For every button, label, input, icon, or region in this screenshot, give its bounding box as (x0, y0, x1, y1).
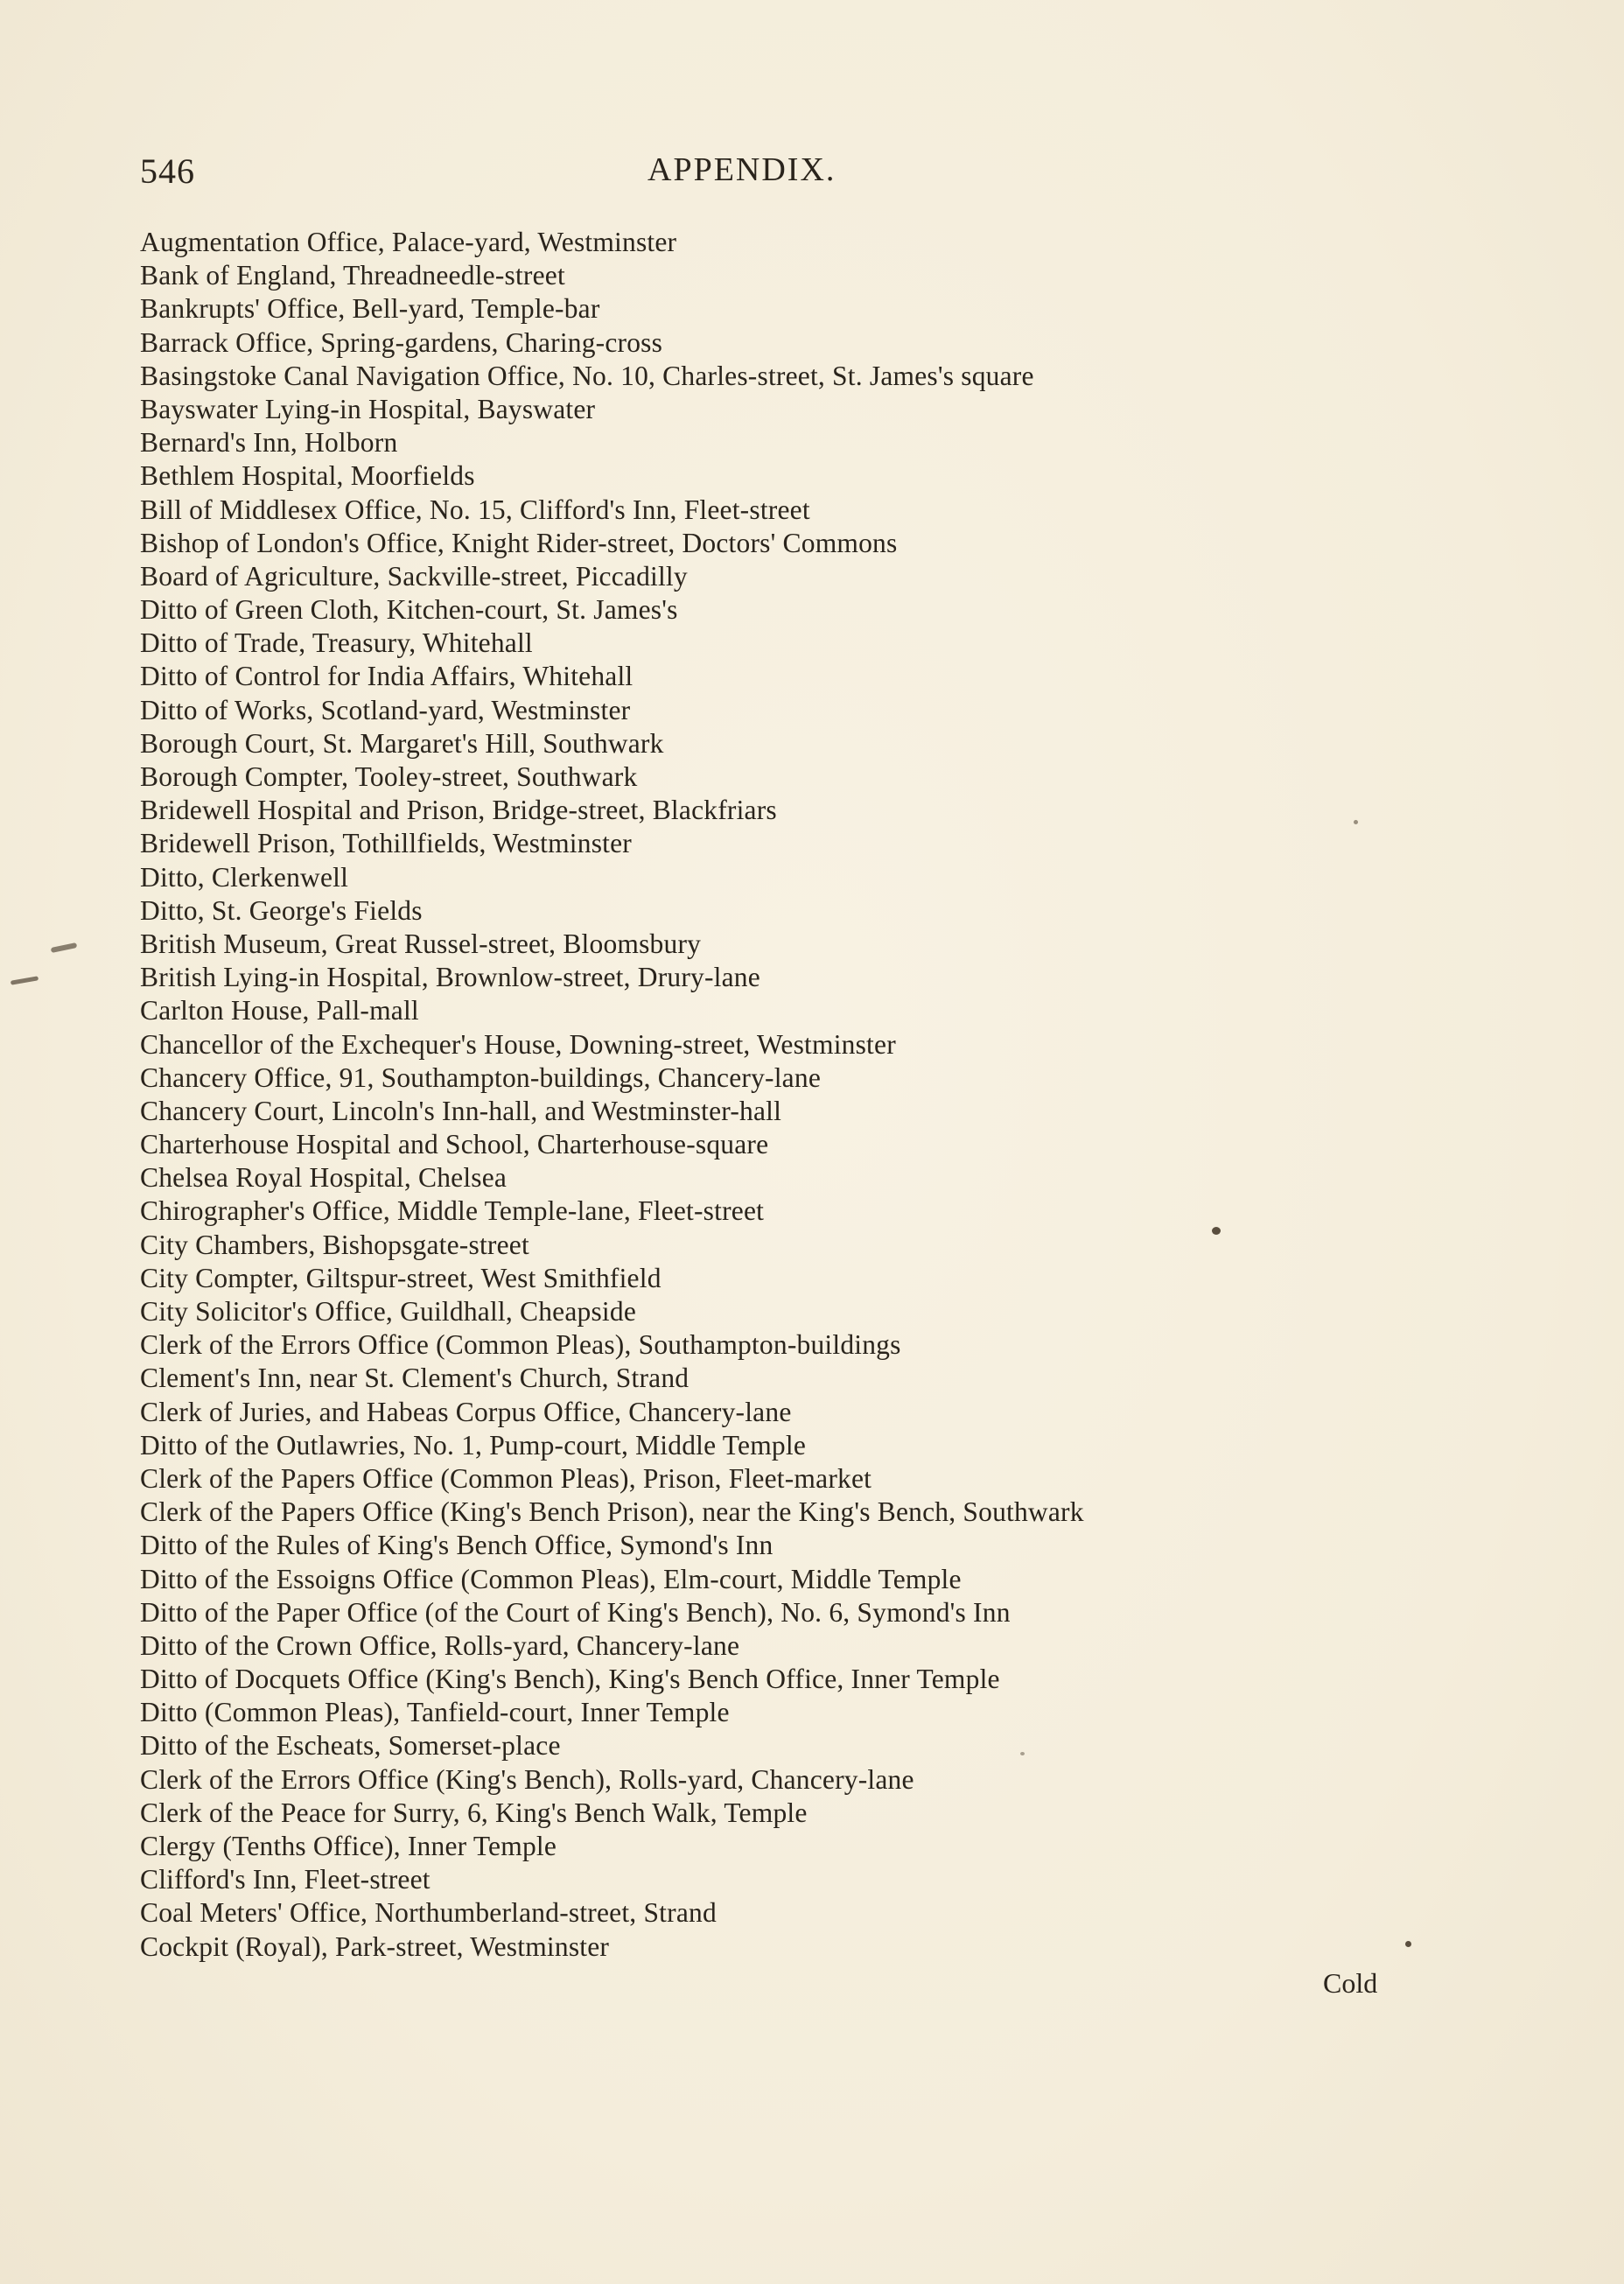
page-header (140, 151, 858, 194)
paper-speck (1405, 1941, 1411, 1947)
directory-entry: City Solicitor's Office, Guildhall, Cheapside (140, 1296, 637, 1327)
directory-entry: Barrack Office, Spring-gardens, Charing-cross (140, 326, 663, 358)
directory-entry: Ditto of the Crown Office, Rolls-yard, Chancery-lane (140, 1629, 740, 1661)
directory-entry: Clerk of the Peace for Surry, 6, King's Bench Walk, Temple (140, 1797, 808, 1828)
directory-entry: Clerk of the Errors Office (Common Pleas), Southampton-buildings (140, 1329, 901, 1361)
directory-entry: Augmentation Office, Palace-yard, Westminster (140, 227, 677, 257)
directory-entry: Ditto of the Escheats, Somerset-place (140, 1730, 561, 1762)
directory-entry: Bayswater Lying-in Hospital, Bayswater (140, 393, 596, 424)
directory-entry: Carlton House, Pall-mall (140, 995, 419, 1026)
directory-entry: Bridewell Prison, Tothillfields, Westminster (140, 828, 632, 859)
directory-entry: Cockpit (Royal), Park-street, Westminster (140, 1930, 610, 1962)
directory-entry: Borough Compter, Tooley-street, Southwark (140, 761, 638, 792)
directory-entry: Ditto of Trade, Treasury, Whitehall (140, 627, 533, 659)
directory-entry: City Chambers, Bishopsgate-street (140, 1229, 529, 1260)
paper-speck (1212, 1227, 1221, 1235)
directory-entry: Clerk of Juries, and Habeas Corpus Office, Chancery-lane (140, 1396, 792, 1427)
directory-entry: Basingstoke Canal Navigation Office, No. 10, Charles-street, St. James's square (140, 360, 1034, 391)
directory-entry: Clerk of the Papers Office (King's Bench Prison), near the King's Bench, Southwark (140, 1496, 1084, 1528)
directory-list (140, 226, 1505, 1964)
paper-speck (1354, 820, 1358, 824)
directory-entry: Ditto of Green Cloth, Kitchen-court, St. James's (140, 594, 678, 626)
directory-entry: British Museum, Great Russel-street, Bloomsbury (140, 928, 702, 959)
directory-entry: Bank of England, Threadneedle-street (140, 260, 565, 291)
directory-entry: Board of Agriculture, Sackville-street, Piccadilly (140, 560, 688, 592)
page-number: 546 (140, 151, 195, 191)
directory-entry: Clerk of the Papers Office (Common Pleas), Prison, Fleet-market (140, 1462, 872, 1494)
paper-speck (51, 942, 78, 953)
directory-entry: Ditto of the Outlawries, No. 1, Pump-court, Middle Temple (140, 1429, 807, 1461)
directory-entry: Clifford's Inn, Fleet-street (140, 1864, 430, 1895)
directory-entry: Bridewell Hospital and Prison, Bridge-street, Blackfriars (140, 795, 777, 826)
directory-entry: Ditto of the Rules of King's Bench Office, Symond's Inn (140, 1530, 774, 1561)
directory-entry: Chancery Court, Lincoln's Inn-hall, and Westminster-hall (140, 1095, 782, 1126)
directory-entry: Ditto of the Paper Office (of the Court of King's Bench), No. 6, Symond's Inn (140, 1596, 1011, 1628)
directory-entry: Clement's Inn, near St. Clement's Church, Strand (140, 1363, 690, 1394)
paper-speck (1020, 1752, 1025, 1755)
directory-entry: Ditto of Works, Scotland-yard, Westminster (140, 694, 631, 725)
directory-entry: Borough Court, St. Margaret's Hill, Southwark (140, 727, 664, 759)
directory-entry: Chirographer's Office, Middle Temple-lane, Fleet-street (140, 1195, 765, 1227)
directory-entry: Chelsea Royal Hospital, Chelsea (140, 1162, 508, 1194)
running-title: APPENDIX. (648, 151, 836, 188)
directory-entry: Chancellor of the Exchequer's House, Downing-street, Westminster (140, 1028, 896, 1060)
directory-entry: Coal Meters' Office, Northumberland-street, Strand (140, 1897, 717, 1929)
directory-entry: Ditto, St. George's Fields (140, 894, 423, 926)
directory-entry: Ditto of Docquets Office (King's Bench), King's Bench Office, Inner Temple (140, 1664, 1000, 1695)
directory-entry: Bishop of London's Office, Knight Rider-street, Doctors' Commons (140, 527, 898, 558)
directory-entry: Clerk of the Errors Office (King's Bench), Rolls-yard, Chancery-lane (140, 1763, 914, 1795)
directory-entry: Ditto of the Essoigns Office (Common Pleas), Elm-court, Middle Temple (140, 1563, 962, 1594)
directory-entry: Ditto of Control for India Affairs, Whitehall (140, 661, 634, 692)
directory-entry: Ditto, Clerkenwell (140, 861, 349, 893)
paper-speck (10, 976, 38, 984)
catchword: Cold (1323, 1967, 1378, 1999)
directory-entry: City Compter, Giltspur-street, West Smithfield (140, 1262, 662, 1293)
directory-entry: British Lying-in Hospital, Brownlow-street, Drury-lane (140, 962, 760, 993)
directory-entry: Charterhouse Hospital and School, Charterhouse-square (140, 1129, 769, 1160)
directory-entry: Bethlem Hospital, Moorfields (140, 460, 475, 492)
directory-entry: Bernard's Inn, Holborn (140, 427, 398, 459)
directory-entry: Chancery Office, 91, Southampton-buildings, Chancery-lane (140, 1061, 821, 1093)
directory-entry: Bankrupts' Office, Bell-yard, Temple-bar (140, 293, 600, 325)
directory-entry: Bill of Middlesex Office, No. 15, Clifford's Inn, Fleet-street (140, 494, 810, 525)
directory-entry: Ditto (Common Pleas), Tanfield-court, Inner Temple (140, 1697, 730, 1728)
directory-entry: Clergy (Tenths Office), Inner Temple (140, 1831, 557, 1861)
